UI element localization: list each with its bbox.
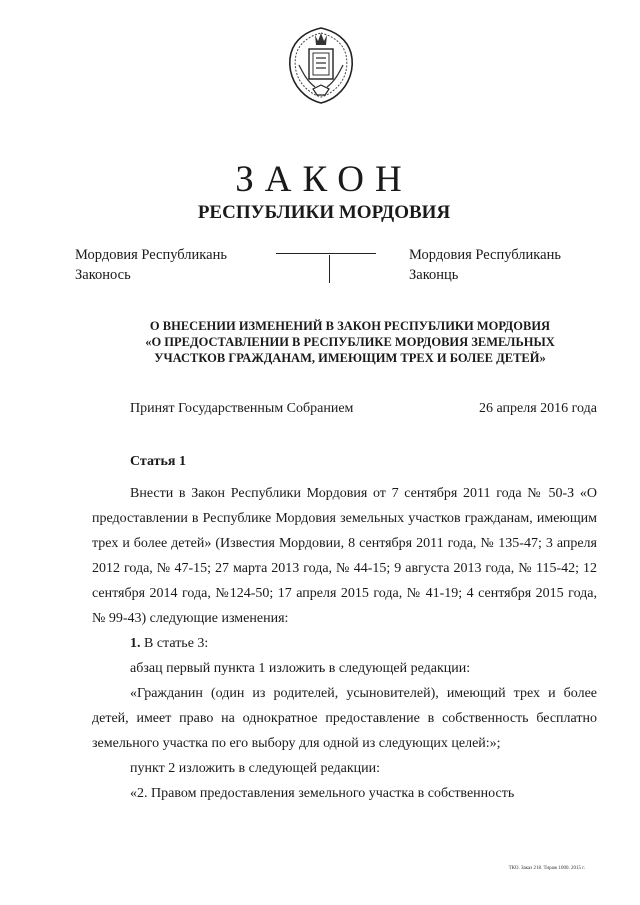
article-body [92, 481, 597, 806]
heading-line3: УЧАСТКОВ ГРАЖДАНАМ, ИМЕЮЩИМ ТРЕХ И БОЛЕЕ ДЕТЕЙ» [154, 351, 546, 365]
header-right-block [409, 245, 561, 285]
center-divider-mark [276, 247, 376, 287]
print-footer-note: ТКО. Заказ 218. Тираж 1000. 2015 г. [508, 866, 585, 871]
body-paragraph-4: «Гражданин (один из родителей, усыновителей), имеющий трех и более детей, имеет право на однократное предоставление в собственность бесплатно земельного участка по его выбору для одной из следующих целей:»; [92, 686, 597, 751]
left-lang-line1: Мордовия Республикань [75, 247, 227, 263]
body-paragraph-2 [92, 631, 597, 656]
article-heading: Статья 1 [130, 454, 186, 469]
body-paragraph-1: Внести в Закон Республики Мордовия от 7 сентября 2011 года № 50-З «О предоставлении в Республике Мордовия земельных участков гражданам, имеющим трех и более детей» (Известия Мордовии, 8 сентября 2011 года, № 135-47; 3 апреля 2012 года, № 47-15; 27 марта 2013 года, № 44-15; 9 августа 2013 года, № 115-42; 12 сентября 2014 года, №124-50; 17 апреля 2015 года, № 41-19; 4 сентября 2015 года, № 99-43) следующие изменения: [92, 486, 597, 626]
body-paragraph-6: «2. Правом предоставления земельного участка в собственность [130, 786, 515, 801]
coat-of-arms-emblem-icon [285, 25, 357, 105]
right-lang-line1: Мордовия Республикань [409, 247, 561, 263]
item-text: В статье 3: [140, 636, 209, 651]
divider-vertical-line [329, 255, 330, 283]
divider-horizontal-line [276, 253, 376, 254]
law-title: ЗАКОН [235, 159, 413, 200]
law-heading [100, 318, 600, 366]
republic-name: РЕСПУБЛИКИ МОРДОВИЯ [197, 202, 451, 223]
right-lang-line2: Законць [409, 267, 459, 283]
left-lang-line2: Законось [75, 267, 131, 283]
item-number: 1. [130, 636, 141, 651]
body-paragraph-3: абзац первый пункта 1 изложить в следующей редакции: [130, 661, 471, 676]
adoption-text: Принят Государственным Собранием [130, 401, 354, 416]
body-paragraph-5: пункт 2 изложить в следующей редакции: [130, 761, 380, 776]
heading-line2: «О ПРЕДОСТАВЛЕНИИ В РЕСПУБЛИКЕ МОРДОВИЯ ЗЕМЕЛЬНЫХ [145, 335, 555, 349]
adoption-date: 26 апреля 2016 года [479, 401, 597, 416]
header-left-block [75, 245, 227, 285]
heading-line1: О ВНЕСЕНИИ ИЗМЕНЕНИЙ В ЗАКОН РЕСПУБЛИКИ МОРДОВИЯ [149, 319, 551, 333]
